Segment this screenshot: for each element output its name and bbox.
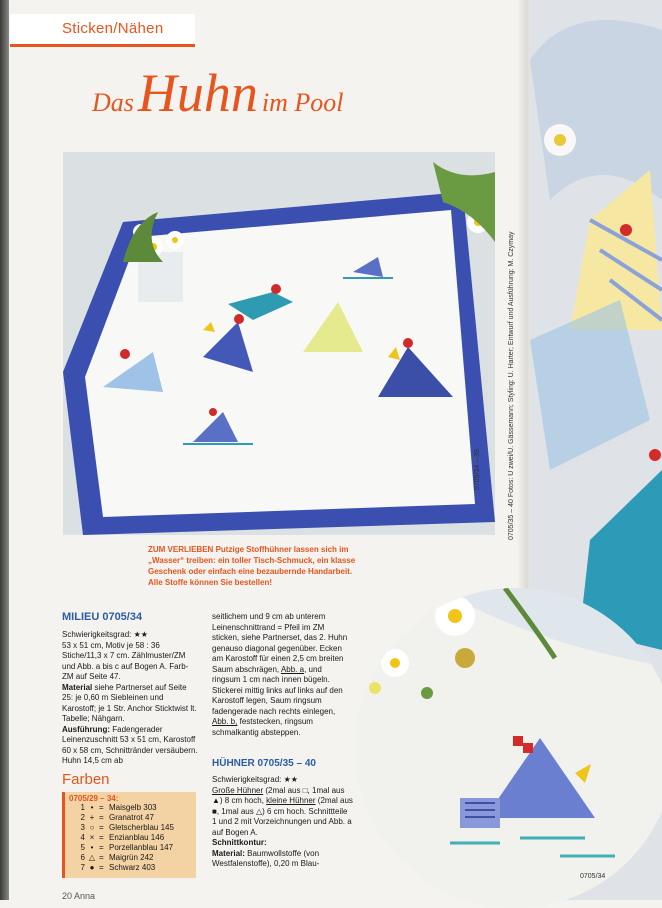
farben-symbol: • <box>90 843 94 852</box>
farben-name: Gletscherblau 145 <box>109 823 174 832</box>
klein-label: kleine Hühner <box>266 796 316 805</box>
detail-code: 0705/34 <box>580 873 606 880</box>
huehner-sizes <box>212 786 354 839</box>
milieu-ausfuehrung-text: Fadengerader Leinenzuschnitt 53 x 51 cm, Karostoff 60 x 58 cm, Schnittränder versäubern. Huhn 14,5 cm ab <box>62 724 198 765</box>
page-title <box>92 62 344 124</box>
abb-b-ref: Abb. b, <box>212 717 238 726</box>
farben-num: 7 <box>80 863 85 872</box>
farben-num: 2 <box>80 813 85 822</box>
farben-num: 3 <box>80 823 85 832</box>
huehner-material <box>212 849 354 870</box>
klein-text: (2mal aus ■, 1mal aus △) 6 cm hoch. Schnittteile 1 und 2 mit Vorzeichnungen und Abb. a auf Bogen A. <box>212 796 353 837</box>
farben-symbol: ● <box>89 863 95 872</box>
milieu-material-label: Material <box>62 682 93 692</box>
title-part-1: Das <box>92 88 134 117</box>
page-number: 20 Anna <box>62 891 96 901</box>
title-part-2: Huhn <box>137 63 258 123</box>
farben-symbol: × <box>89 833 95 842</box>
farben-name: Schwarz 403 <box>109 863 156 872</box>
milieu-text <box>62 630 198 767</box>
gross-label: Große Hühner <box>212 785 264 795</box>
photo-credit: 0705/35 – 40 Fotos: U zwei/U. Gässemann; Styling: U. Harter; Entwurf und Ausführung: M. Czymay <box>508 231 515 540</box>
farben-symbol: + <box>89 813 95 822</box>
huehner-material-label: Material: <box>212 848 245 858</box>
milieu-ausfuehrung <box>62 725 198 767</box>
col2-text-2: und ringsum 1 cm nach innen bügeln. Stickerei mittig links auf links auf den Karostoff legen, Saum ringsum fadengerade nach rechts einlegen, <box>212 664 343 716</box>
farben-name: Granatrot 47 <box>109 813 154 822</box>
abb-a-ref: Abb. a, <box>280 664 307 674</box>
farben-row: 3 ○ = Gletscherblau 145 <box>69 823 196 833</box>
farben-row: 4 × = Enzianblau 146 <box>69 833 196 843</box>
milieu-material <box>62 683 198 725</box>
embroidery-illustration <box>355 588 662 908</box>
farben-header: 0705/29 – 34: <box>69 794 119 803</box>
farben-row: 5 • = Porzellanblau 147 <box>69 843 196 853</box>
farben-num: 5 <box>80 843 85 852</box>
milieu-material-text: siehe Partnerset auf Seite 25: je 0,60 m Siebleinen und Karostoff; je 1 Str. Anchor Sticktwist lt. Tabelle; Nähgarn. <box>62 682 197 723</box>
farben-name: Porzellanblau 147 <box>109 843 174 852</box>
photo-code: 0705/34 – 39 <box>474 449 481 490</box>
farben-name: Maisgelb 303 <box>109 803 157 812</box>
farben-name: Maigrün 242 <box>109 853 154 862</box>
milieu-continued <box>212 612 350 738</box>
photo-caption <box>148 544 368 588</box>
huehner-text <box>212 775 354 870</box>
farben-heading: Farben <box>62 771 110 788</box>
farben-row: 6 △ = Maigrün 242 <box>69 853 196 863</box>
huehner-difficulty: Schwierigkeitsgrad: ★★ <box>212 775 298 784</box>
section-label: Sticken/Nähen <box>62 20 164 37</box>
farben-num: 1 <box>80 803 85 812</box>
huehner-material-text: Baumwollstoffe (von Westfalenstoffe), 0,20 m Blau- <box>212 848 320 868</box>
caption-lead: ZUM VERLIEBEN <box>148 545 214 554</box>
milieu-difficulty: Schwierigkeitsgrad: ★★ <box>62 630 148 639</box>
schnitt-label: Schnittkontur: <box>212 838 267 847</box>
farben-row: 1 • = Maisgelb 303 <box>69 803 196 813</box>
huehner-heading: HÜHNER 0705/35 – 40 <box>212 758 316 769</box>
tablecloth-photo <box>63 152 495 535</box>
farben-symbol: ○ <box>89 823 95 832</box>
embroidery-detail-photo <box>355 588 662 908</box>
farben-row: 2 + = Granatrot 47 <box>69 813 196 823</box>
col2-text-1: seitlichem und 9 cm ab unterem Leinenschnittrand = Pfeil im ZM sticken, siehe Partnerset, das 2. Huhn genauso diagonal gegenüber. Ecken am Karostoff für einen 2,5 cm breiten Saum abschrägen, <box>212 612 348 674</box>
farben-symbol: • <box>90 803 94 812</box>
farben-num: 4 <box>80 833 85 842</box>
farben-name: Enzianblau 146 <box>109 833 165 842</box>
farben-num: 6 <box>80 853 85 862</box>
title-part-3: im Pool <box>261 88 344 117</box>
farben-symbol: △ <box>88 853 96 862</box>
tablecloth-illustration <box>63 152 495 535</box>
milieu-heading: MILIEU 0705/34 <box>62 611 143 623</box>
gross-text: (2mal aus □, 1mal aus ▲) 8 cm hoch, <box>212 785 345 805</box>
col2-text-3: feststecken, ringsum schmalkantig absteppen. <box>212 717 313 737</box>
milieu-ausfuehrung-label: Ausführung: <box>62 724 110 734</box>
farben-row: 7 ● = Schwarz 403 <box>69 863 196 873</box>
milieu-size: 53 x 51 cm, Motiv je 58 : 36 Stiche/11,3 x 7 cm. Zählmuster/ZM und Abb. a bis c auf Bogen A. Farb-ZM auf Seite 47. <box>62 640 189 681</box>
binding-edge <box>0 0 9 900</box>
caption-text: Putzige Stoffhühner lassen sich im „Wasser“ treiben: ein toller Tisch-Schmuck, ein klasse Geschenk oder einfach eine bezaubernde Handarbeit. Alle Stoffe können Sie bestellen! <box>148 545 356 587</box>
farben-table <box>62 792 196 878</box>
